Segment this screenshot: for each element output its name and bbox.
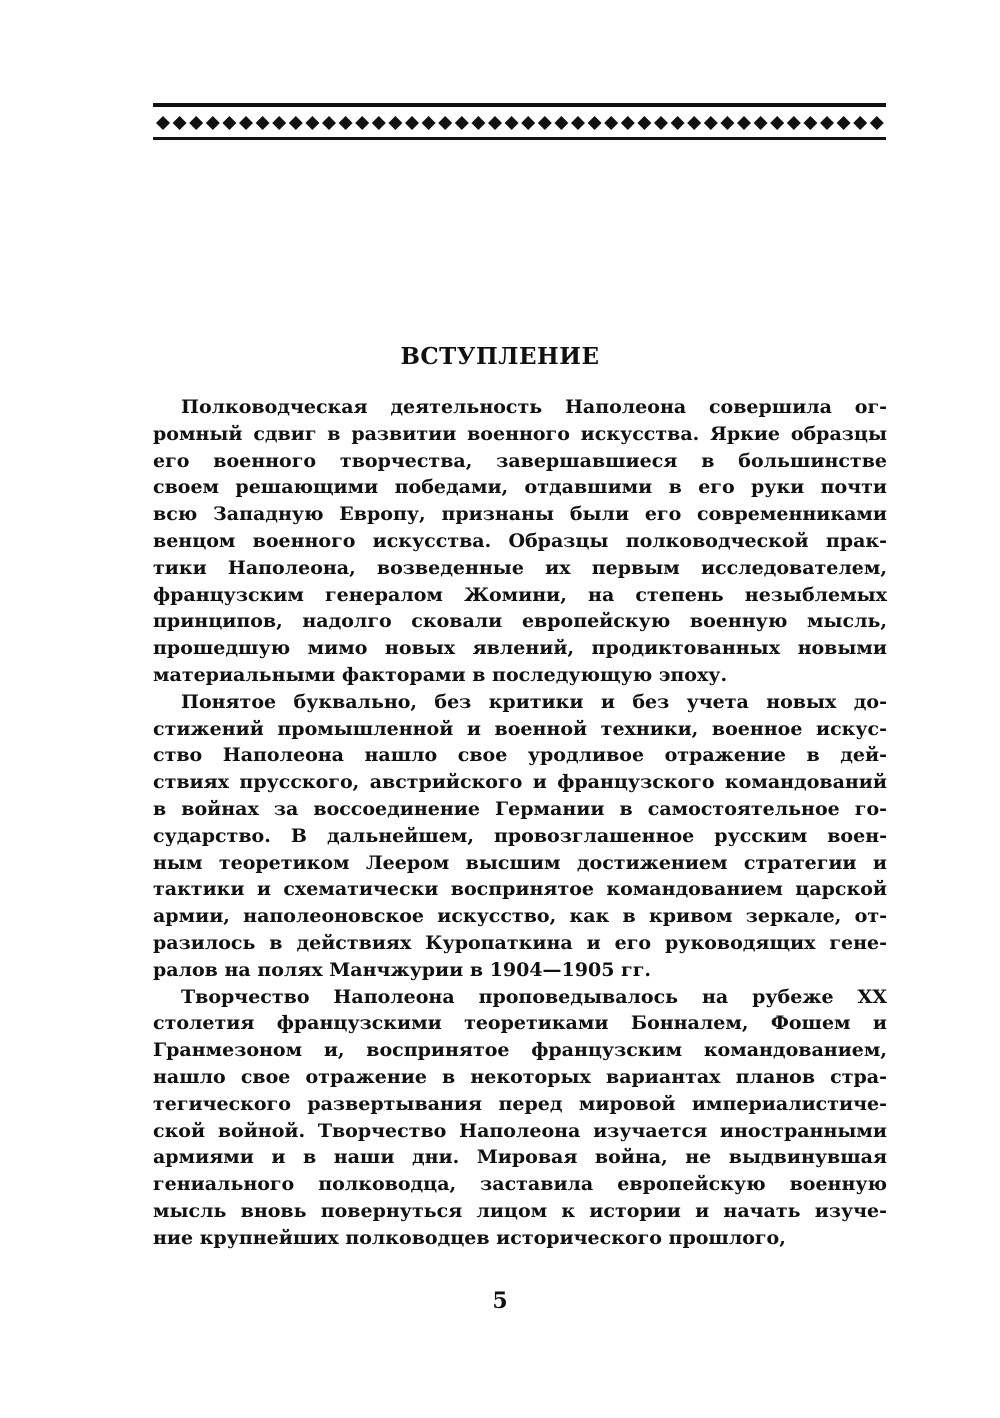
ornament-diamond [687, 116, 701, 130]
ornament-diamond [156, 116, 170, 130]
ornament-diamond [488, 116, 502, 130]
paragraph [153, 394, 887, 689]
text-line: тактики и схематически воспринятое командованием царской [153, 878, 887, 901]
ornament-diamond-row [156, 116, 884, 130]
text-line: армиями и в наши дни. Мировая война, не выдвинувшая [153, 1146, 887, 1169]
ornament-diamond [820, 116, 834, 130]
text-line: ской войной. Творчество Наполеона изучается иностранными [153, 1119, 887, 1142]
text-line: материальными факторами в последующую эпоху. [153, 663, 728, 686]
ornament-bottom-rule [153, 137, 886, 140]
ornament-diamond [471, 116, 485, 130]
ornament-diamond [538, 116, 552, 130]
ornament-diamond [405, 116, 419, 130]
ornament-diamond [272, 116, 286, 130]
ornament-diamond [455, 116, 469, 130]
ornament-diamond [737, 116, 751, 130]
ornament-diamond [770, 116, 784, 130]
text-line: венцом военного искусства. Образцы полководческой прак- [153, 529, 887, 552]
ornament-diamond [206, 116, 220, 130]
text-line: Понятое буквально, без критики и без учета новых до- [181, 690, 887, 713]
text-line: Полководческая деятельность Наполеона совершила ог- [181, 396, 887, 418]
ornament-diamond [787, 116, 801, 130]
ornament-diamond [571, 116, 585, 130]
text-line: тегического развертывания перед мировой империалистиче- [153, 1092, 887, 1115]
text-line: Творчество Наполеона проповедывалось на рубеже XX [181, 985, 887, 1008]
ornament-diamond [654, 116, 668, 130]
text-line: ным теоретиком Леером высшим достижением стратегии и [153, 851, 887, 874]
text-line: армии, наполеоновское искусство, как в кривом зеркале, от- [153, 905, 887, 928]
text-line: стижений промышленной и военной техники, военное искус- [153, 717, 887, 740]
ornament-diamond [803, 116, 817, 130]
text-line: Гранмезоном и, воспринятое французским командованием, [153, 1039, 887, 1062]
body-text [153, 394, 887, 1252]
ornament-diamond [754, 116, 768, 130]
text-line: столетия французскими теоретиками Бонналем, Фошем и [153, 1012, 887, 1035]
text-line: нашло свое отражение в некоторых вариантах планов стра- [153, 1065, 887, 1088]
ornament-diamond [637, 116, 651, 130]
chapter-heading: ВСТУПЛЕНИЕ [400, 343, 600, 370]
ornament-diamond [853, 116, 867, 130]
paragraph [153, 689, 887, 984]
ornament-diamond [222, 116, 236, 130]
text-line: его военного творчества, завершавшиеся в большинстве [153, 449, 887, 472]
text-line: принципов, надолго сковали европейскую военную мысль, [153, 610, 887, 633]
ornament-diamond [322, 116, 336, 130]
ornament-diamond [355, 116, 369, 130]
decorative-header-ornament [153, 103, 886, 147]
ornament-diamond [505, 116, 519, 130]
text-line: ромный сдвиг в развитии военного искусства. Яркие образцы [153, 422, 887, 445]
ornament-diamond [521, 116, 535, 130]
ornament-diamond [870, 116, 884, 130]
ornament-diamond [239, 116, 253, 130]
ornament-diamond [256, 116, 270, 130]
text-line: французским генералом Жомини, на степень незыблемых [153, 583, 887, 606]
ornament-diamond [554, 116, 568, 130]
ornament-diamond [189, 116, 203, 130]
ornament-diamond [837, 116, 851, 130]
text-line: мысль вновь повернуться лицом к истории и начать изуче- [153, 1199, 887, 1222]
ornament-diamond [173, 116, 187, 130]
text-line: ние крупнейших полководцев исторического прошлого, [153, 1226, 786, 1249]
text-line: всю Западную Европу, признаны были его современниками [153, 503, 887, 526]
text-line: ство Наполеона нашло свое уродливое отражение в дей- [153, 744, 887, 767]
text-line: в войнах за воссоединение Германии в самостоятельное го- [153, 797, 887, 820]
ornament-diamond [372, 116, 386, 130]
ornament-diamond [621, 116, 635, 130]
page-number: 5 [492, 1288, 508, 1314]
ornament-diamond [305, 116, 319, 130]
ornament-diamond [704, 116, 718, 130]
text-line: гениального полководца, заставила европейскую военную [153, 1173, 887, 1196]
ornament-top-rule [153, 103, 886, 107]
text-line: прошедшую мимо новых явлений, продиктованных новыми [153, 637, 887, 660]
text-line: своем решающими победами, отдавшими в его руки почти [153, 476, 887, 499]
ornament-diamond [438, 116, 452, 130]
ornament-diamond [604, 116, 618, 130]
text-line: разилось в действиях Куропаткина и его руководящих гене- [153, 931, 887, 954]
ornament-diamond [388, 116, 402, 130]
ornament-diamond [289, 116, 303, 130]
ornament-diamond [422, 116, 436, 130]
ornament-diamond [671, 116, 685, 130]
text-line: ствиях прусского, австрийского и французского командований [153, 771, 887, 794]
text-line: тики Наполеона, возведенные их первым исследователем, [153, 556, 887, 579]
ornament-diamond [339, 116, 353, 130]
text-line: ралов на полях Манчжурии в 1904—1905 гг. [153, 958, 651, 981]
ornament-diamond [720, 116, 734, 130]
text-line: сударство. В дальнейшем, провозглашенное русским воен- [153, 824, 887, 847]
paragraph [153, 984, 887, 1252]
ornament-diamond [588, 116, 602, 130]
